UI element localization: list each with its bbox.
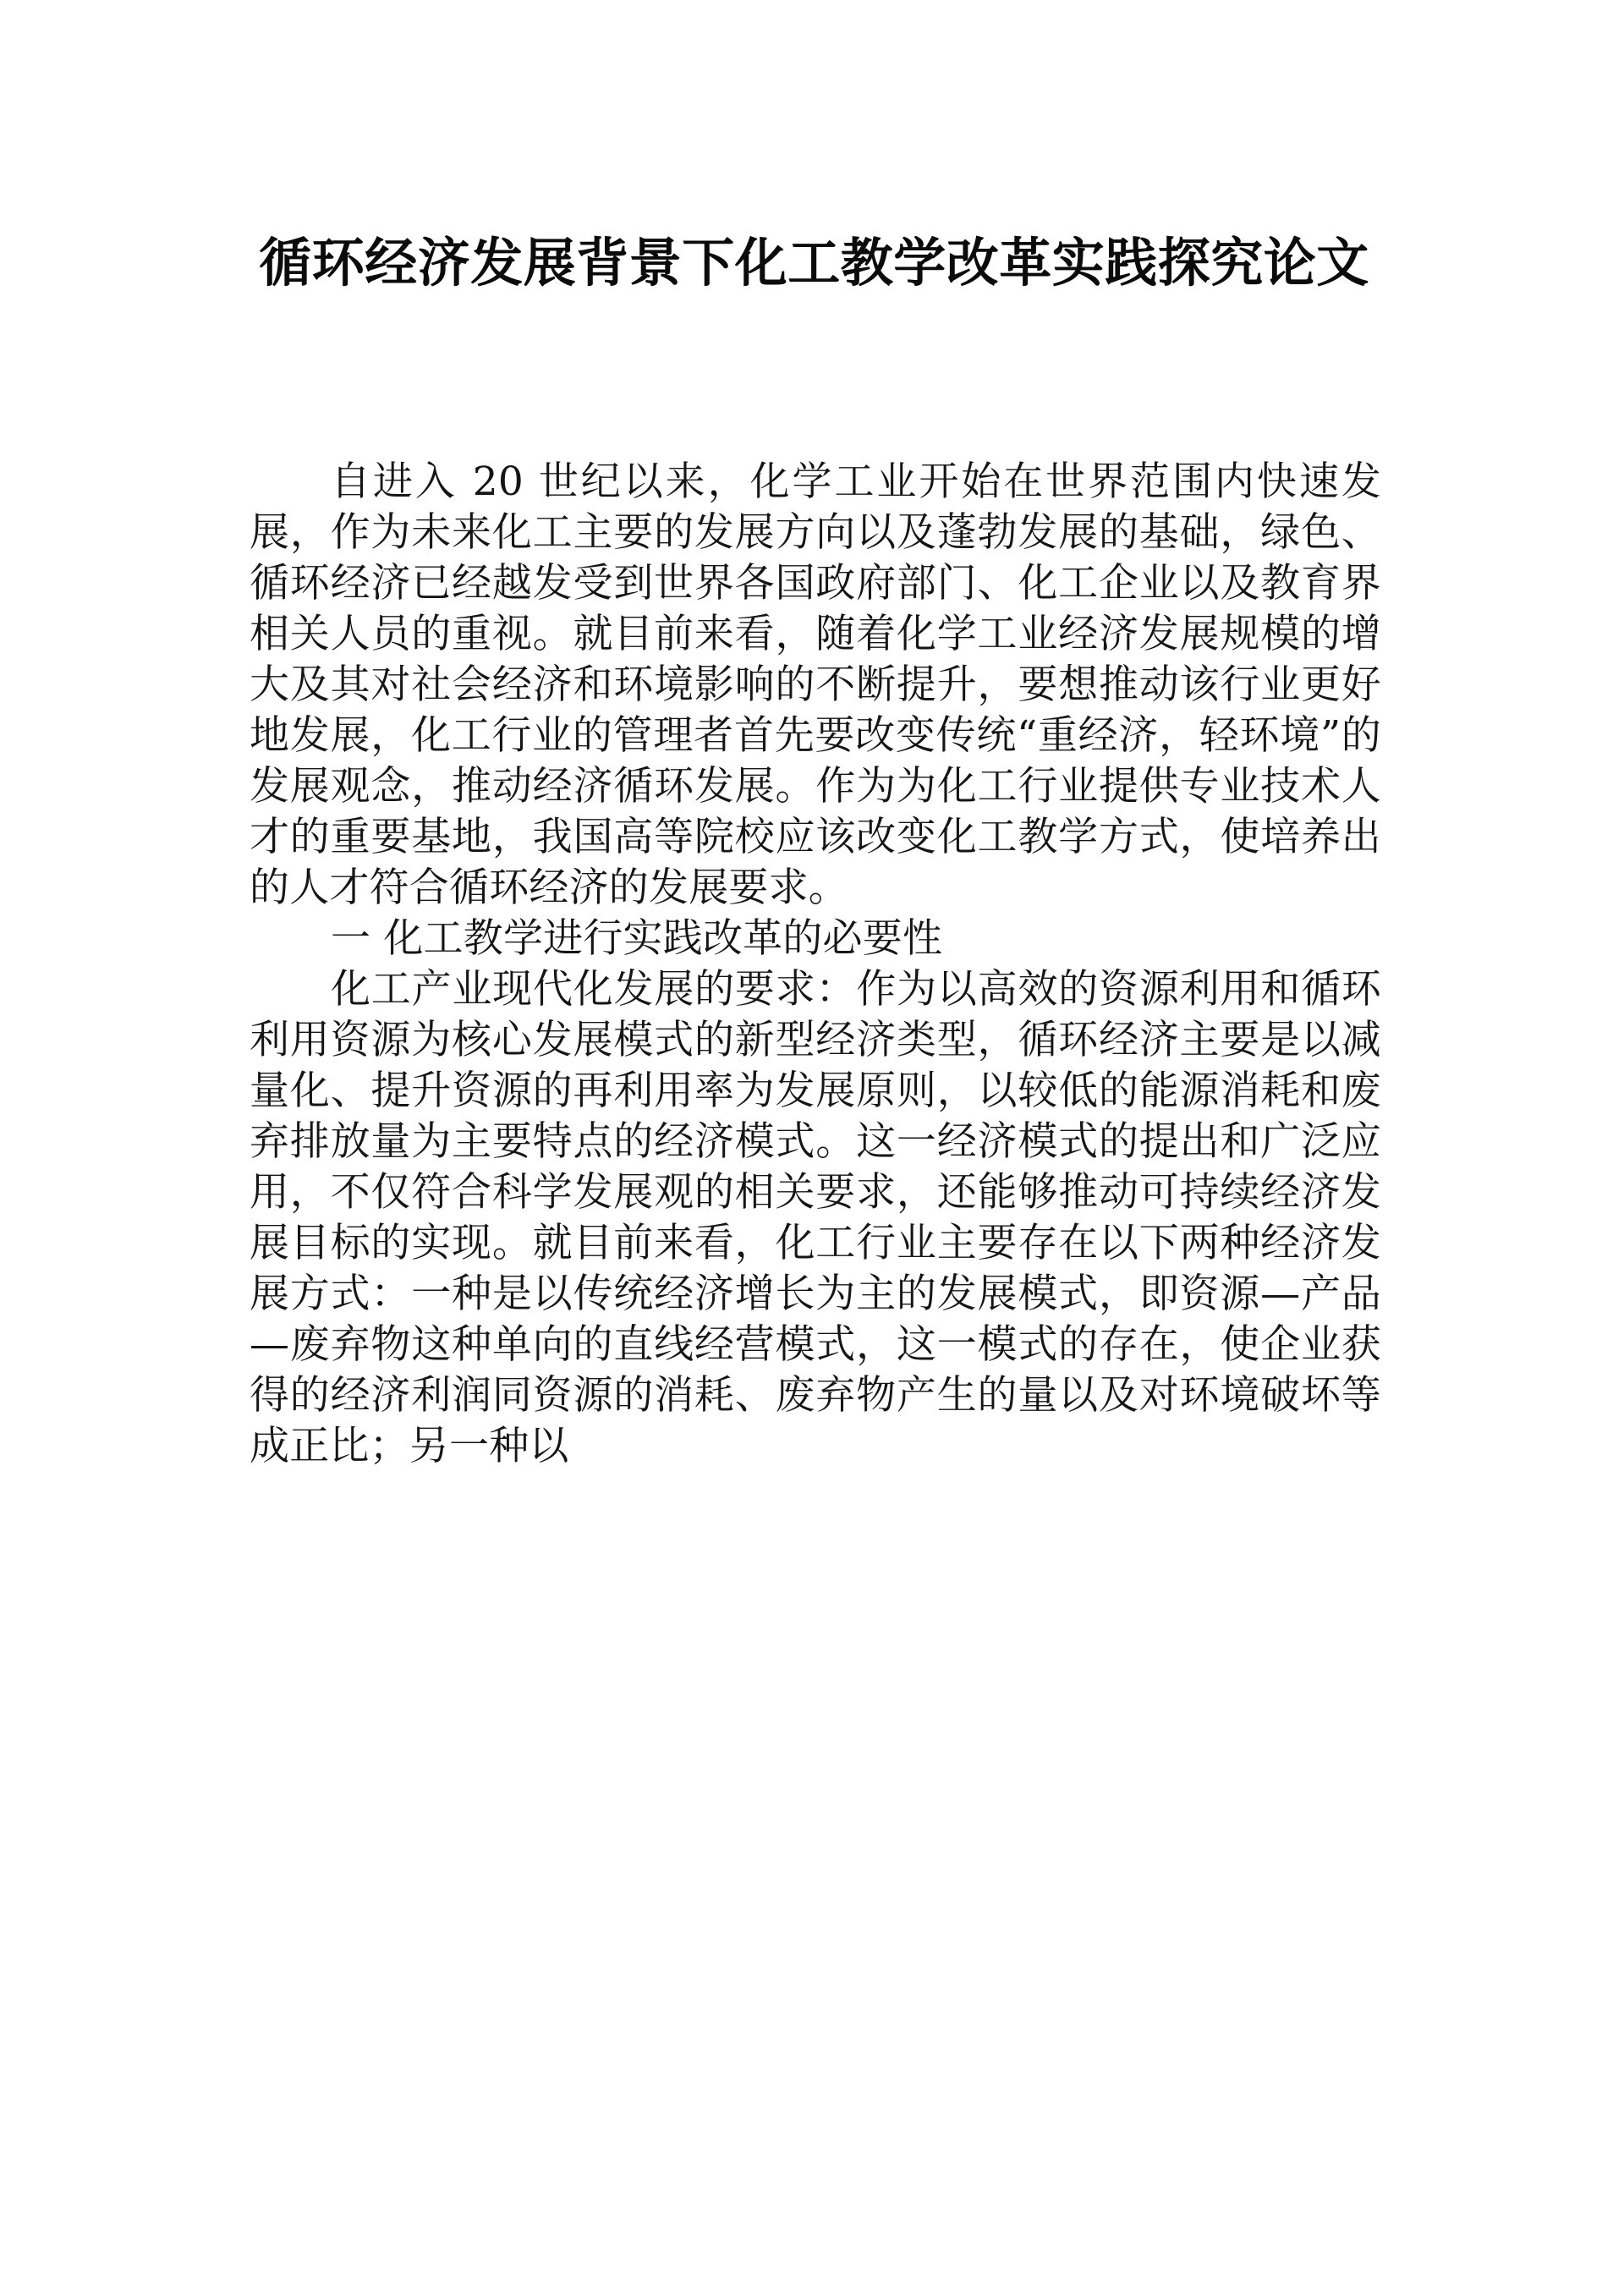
document-body	[250, 457, 1381, 1472]
paragraph-section-one-body: 化工产业现代化发展的要求：作为以高效的资源利用和循环利用资源为核心发展模式的新型经济类型，循环经济主要是以减量化、提升资源的再利用率为发展原则，以较低的能源消耗和废弃排放量为主要特点的经济模式。这一经济模式的提出和广泛应用，不仅符合科学发展观的相关要求，还能够推动可持续经济发展目标的实现。就目前来看，化工行业主要存在以下两种经济发展方式：一种是以传统经济增长为主的发展模式，即资源—产品—废弃物这种单向的直线经营模式，这一模式的存在，使企业获得的经济利润同资源的消耗、废弃物产生的量以及对环境破坏等成正比；另一种以	[250, 966, 1381, 1469]
page-title: 循环经济发展背景下化工教学改革实践探究论文	[259, 231, 1369, 294]
section-heading-one: 一 化工教学进行实践改革的必要性	[331, 915, 943, 962]
paragraph-intro: 自进入 20 世纪以来，化学工业开始在世界范围内快速发展，作为未来化工主要的发展方向以及蓬勃发展的基础，绿色、循环经济已经越发受到世界各国政府部门、化工企业以及教育界相关人员的重视。就目前来看，随着化学工业经济发展规模的增大及其对社会经济和环境影响的不断提升，要想推动该行业更好地发展，化工行业的管理者首先要改变传统“重经济，轻环境”的发展观念，推动经济循环发展。作为为化工行业提供专业技术人才的重要基地，我国高等院校应该改变化工教学方式，使培养出的人才符合循环经济的发展要求。	[250, 458, 1381, 911]
